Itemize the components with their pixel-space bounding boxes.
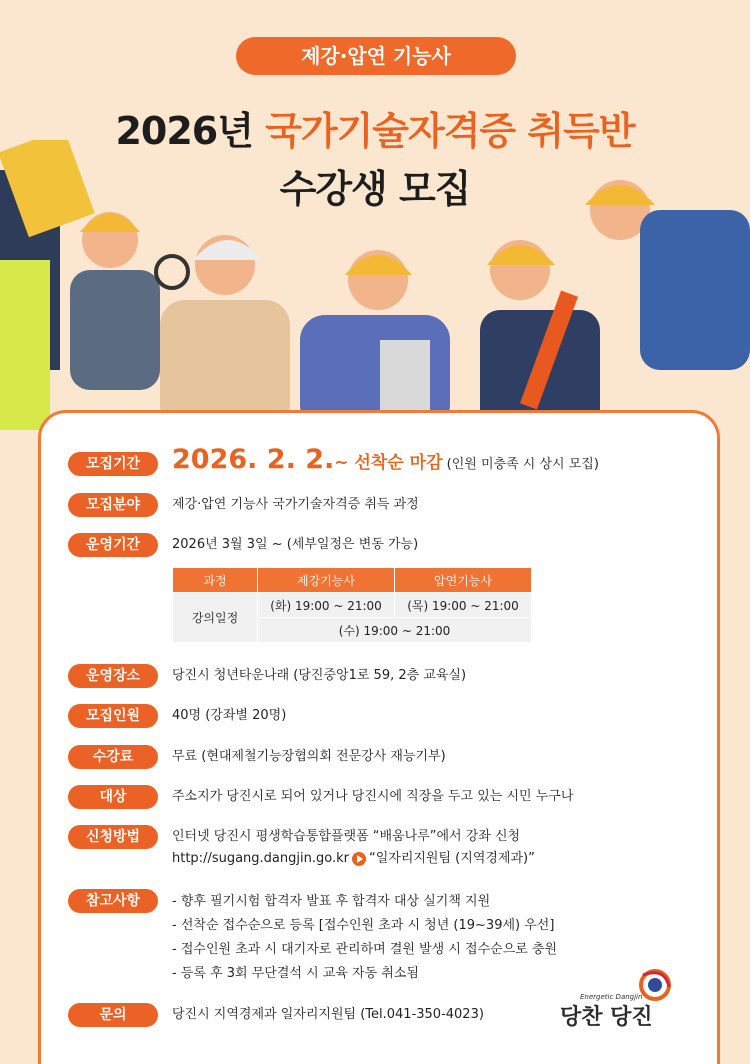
- workers-illustration: [0, 140, 750, 430]
- schedule-table: [172, 567, 532, 643]
- schedule-header-steel: 제강기능사: [258, 568, 395, 593]
- value-apply-line1: 인터넷 당진시 평생학습통합플랫폼 “배움나루”에서 강좌 신청: [172, 829, 521, 844]
- note-item: - 선착순 접수순으로 등록 [접수인원 초과 시 청년 (19~39세) 우선]: [172, 918, 555, 933]
- note-item: - 향후 필기시험 합격자 발표 후 합격자 대상 실기책 지원: [172, 894, 491, 909]
- label-field: 모집분야: [68, 493, 158, 517]
- value-apply-line2: [172, 847, 535, 871]
- period-date: 2026. 2. 2.: [172, 444, 335, 475]
- schedule-cell: (화) 19:00 ~ 21:00: [258, 593, 395, 618]
- arrow-right-icon: [352, 852, 366, 866]
- schedule-row-label: 강의일정: [173, 593, 258, 643]
- note-item: - 등록 후 3회 무단결석 시 교육 자동 취소됨: [172, 966, 419, 981]
- logo-text: 당찬 당진: [560, 1004, 653, 1030]
- value-fee: 무료 (현대제철기능장협의회 전문강사 재능기부): [172, 749, 446, 764]
- schedule-header-rolling: 압연기능사: [395, 568, 532, 593]
- apply-url-link[interactable]: http://sugang.dangjin.go.kr: [172, 851, 349, 866]
- value-target: 주소지가 당진시로 되어 있거나 당진시에 직장을 두고 있는 시민 누구나: [172, 789, 574, 804]
- title-year: 2026년: [115, 109, 266, 153]
- value-contact: 당진시 지역경제과 일자리지원팀 (Tel.041-350-4023): [172, 1007, 484, 1022]
- apply-team: “일자리지원팀 (지역경제과)”: [368, 851, 535, 866]
- value-field: 제강·압연 기능사 국가기술자격증 취득 과정: [172, 497, 419, 512]
- note-item: - 접수인원 초과 시 대기자로 관리하며 결원 발생 시 접수순으로 충원: [172, 942, 558, 957]
- period-note: (인원 미충족 시 상시 모집): [446, 457, 599, 472]
- label-place: 운영장소: [68, 664, 158, 688]
- label-target: 대상: [68, 785, 158, 809]
- page-subtitle: 수강생 모집: [279, 167, 471, 211]
- value-operation: 2026년 3월 3일 ~ (세부일정은 변동 가능): [172, 537, 419, 552]
- logo-slogan: Energetic Dangjin: [580, 993, 643, 1001]
- value-count: 40명 (강좌별 20명): [172, 708, 287, 723]
- value-place: 당진시 청년타운나래 (당진중앙1로 59, 2층 교육실): [172, 668, 467, 683]
- schedule-cell: (수) 19:00 ~ 21:00: [258, 618, 532, 643]
- value-period: [172, 444, 599, 477]
- notes-list: [172, 890, 557, 986]
- period-tilde: ~ 선착순 마감: [334, 453, 443, 473]
- label-fee: 수강료: [68, 745, 158, 769]
- label-contact: 문의: [68, 1003, 158, 1027]
- title-highlight: 국가기술자격증 취득반: [265, 109, 635, 153]
- label-notes: 참고사항: [68, 889, 158, 913]
- label-operation: 운영기간: [68, 533, 158, 557]
- label-count: 모집인원: [68, 704, 158, 728]
- label-apply: 신청방법: [68, 825, 158, 849]
- schedule-cell: (목) 19:00 ~ 21:00: [395, 593, 532, 618]
- category-badge: 제강·압연 기능사: [236, 37, 516, 75]
- label-period: 모집기간: [68, 452, 158, 476]
- schedule-header-course: 과정: [173, 568, 258, 593]
